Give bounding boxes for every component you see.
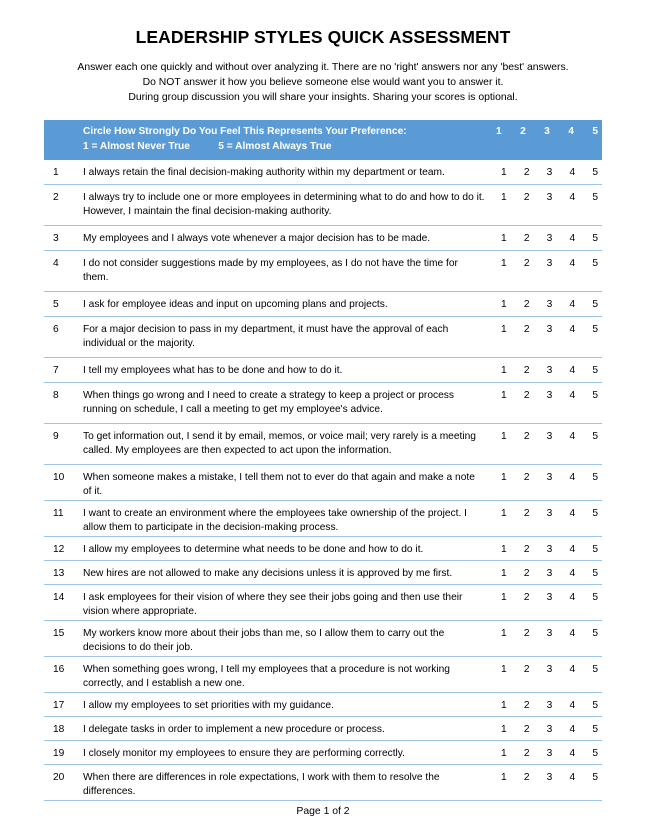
rating-option-5[interactable]: 5: [592, 299, 598, 310]
rating-option-4[interactable]: 4: [569, 700, 576, 711]
rating-option-4[interactable]: 4: [569, 258, 576, 269]
rating-scale: [501, 663, 598, 677]
rating-option-5[interactable]: 5: [592, 628, 598, 639]
rating-option-5[interactable]: 5: [592, 324, 598, 335]
rating-option-3[interactable]: 3: [546, 568, 553, 579]
rating-option-1[interactable]: 1: [501, 233, 507, 244]
rating-option-4[interactable]: 4: [569, 365, 576, 376]
rating-option-2[interactable]: 2: [523, 544, 530, 555]
rating-option-2[interactable]: 2: [523, 628, 530, 639]
rating-option-4[interactable]: 4: [569, 508, 576, 519]
rating-option-1[interactable]: 1: [501, 390, 507, 401]
table-row: [44, 501, 602, 537]
rating-option-1[interactable]: 1: [501, 664, 507, 675]
rating-option-2[interactable]: 2: [523, 167, 530, 178]
rating-option-2[interactable]: 2: [523, 592, 530, 603]
item-number: 7: [53, 365, 59, 376]
rating-option-2[interactable]: 2: [523, 233, 530, 244]
rating-scale: [501, 389, 598, 403]
rating-option-2[interactable]: 2: [523, 772, 530, 783]
instruction-line: Answer each one quickly and without over analyzing it. There are no 'right' answers nor any 'best' answers.: [77, 62, 569, 73]
rating-option-1[interactable]: 1: [501, 472, 507, 483]
rating-option-5[interactable]: 5: [592, 233, 598, 244]
header-scale-legend: 1 = Almost Never True 5 = Almost Always True: [83, 141, 332, 152]
item-number: 6: [53, 324, 59, 335]
rating-option-1[interactable]: 1: [501, 324, 507, 335]
table-row: [44, 317, 602, 358]
rating-scale: [501, 507, 598, 521]
table-row: [44, 537, 602, 561]
rating-scale: [501, 257, 598, 271]
rating-option-4[interactable]: 4: [569, 748, 576, 759]
item-number: 9: [53, 431, 59, 442]
rating-option-1[interactable]: 1: [501, 724, 507, 735]
header-scale-value: 1: [496, 126, 502, 137]
item-statement: New hires are not allowed to make any decisions unless it is approved by me first.: [83, 568, 453, 579]
item-statement: When things go wrong and I need to create a strategy to keep a project or process running on schedule, I call a meeting to get my employee's advice.: [83, 390, 454, 415]
rating-scale: [501, 323, 598, 337]
rating-scale: [501, 723, 598, 737]
rating-option-1[interactable]: 1: [501, 508, 507, 519]
instruction-line: Do NOT answer it how you believe someone else would want you to answer it.: [142, 76, 504, 88]
rating-option-1[interactable]: 1: [501, 431, 507, 442]
rating-option-3[interactable]: 3: [546, 772, 553, 783]
header-instruction: Circle How Strongly Do You Feel This Represents Your Preference:: [83, 126, 407, 137]
rating-option-3[interactable]: 3: [546, 365, 553, 376]
rating-option-4[interactable]: 4: [569, 390, 576, 401]
rating-option-2[interactable]: 2: [523, 724, 530, 735]
table-row: [44, 424, 602, 465]
item-statement: I closely monitor my employees to ensure they are performing correctly.: [83, 748, 405, 759]
item-statement: My employees and I always vote whenever a major decision has to be made.: [83, 233, 431, 244]
rating-option-5[interactable]: 5: [592, 167, 598, 178]
rating-option-4[interactable]: 4: [569, 568, 576, 579]
item-number: 11: [53, 508, 64, 519]
rating-option-5[interactable]: 5: [592, 390, 598, 401]
rating-option-1[interactable]: 1: [501, 544, 507, 555]
rating-option-4[interactable]: 4: [569, 628, 576, 639]
rating-option-5[interactable]: 5: [592, 724, 598, 735]
item-statement: I always try to include one or more employees in determining what to do and how to do it. However, I maintain the final decision-making authority.: [83, 192, 485, 217]
table-row: [44, 621, 602, 657]
rating-option-3[interactable]: 3: [546, 233, 553, 244]
item-statement: I allow my employees to set priorities with my guidance.: [83, 700, 334, 711]
rating-option-4[interactable]: 4: [569, 664, 576, 675]
item-number: 18: [53, 724, 65, 735]
item-number: 19: [53, 748, 65, 759]
rating-scale: [501, 191, 598, 205]
table-row: [44, 693, 602, 717]
rating-option-1[interactable]: 1: [501, 299, 507, 310]
page-title: LEADERSHIP STYLES QUICK ASSESSMENT: [135, 27, 511, 47]
table-row: [44, 585, 602, 621]
rating-option-1[interactable]: 1: [501, 192, 507, 203]
rating-option-5[interactable]: 5: [592, 431, 598, 442]
item-statement: My workers know more about their jobs than me, so I allow them to carry out the decisions to do their job.: [83, 628, 445, 653]
item-statement: To get information out, I send it by email, memos, or voice mail; very rarely is a meeting called. My employees are then expected to act upon the information.: [83, 431, 476, 456]
rating-scale: [501, 364, 598, 378]
rating-option-2[interactable]: 2: [523, 299, 530, 310]
rating-option-2[interactable]: 2: [523, 365, 530, 376]
rating-scale: [501, 747, 598, 761]
table-row: [44, 717, 602, 741]
header-scale-value: 4: [568, 126, 574, 137]
item-statement: For a major decision to pass in my department, it must have the approval of each individual or the majority.: [83, 324, 449, 349]
assessment-table: [44, 120, 602, 801]
rating-option-1[interactable]: 1: [501, 167, 507, 178]
rating-option-3[interactable]: 3: [546, 324, 553, 335]
rating-option-2[interactable]: 2: [523, 664, 530, 675]
item-statement: I want to create an environment where the employees take ownership of the project. I allow them to participate in the decision-making process.: [83, 508, 467, 533]
item-number: 13: [53, 568, 65, 579]
header-scale-value: 2: [520, 126, 526, 137]
item-statement: I tell my employees what has to be done and how to do it.: [83, 365, 343, 376]
item-number: 8: [53, 390, 59, 401]
rating-option-3[interactable]: 3: [546, 508, 553, 519]
rating-option-5[interactable]: 5: [592, 192, 598, 203]
table-row: [44, 561, 602, 585]
rating-option-2[interactable]: 2: [523, 324, 530, 335]
rating-option-3[interactable]: 3: [546, 258, 553, 269]
item-number: 4: [53, 258, 59, 269]
item-statement: When there are differences in role expectations, I work with them to resolve the differences.: [83, 772, 440, 797]
item-number: 5: [53, 299, 59, 310]
rating-option-5[interactable]: 5: [592, 568, 598, 579]
item-number: 10: [53, 472, 65, 483]
rating-option-2[interactable]: 2: [523, 748, 530, 759]
rating-option-4[interactable]: 4: [569, 772, 576, 783]
rating-option-1[interactable]: 1: [501, 568, 507, 579]
rating-option-4[interactable]: 4: [569, 233, 576, 244]
item-statement: When someone makes a mistake, I tell them not to ever do that again and make a note of it.: [83, 472, 475, 497]
rating-option-3[interactable]: 3: [546, 628, 553, 639]
rating-option-5[interactable]: 5: [592, 508, 598, 519]
table-row: [44, 292, 602, 317]
item-statement: I do not consider suggestions made by my employees, as I do not have the time for them.: [83, 258, 458, 283]
table-row: [44, 226, 602, 251]
rating-option-5[interactable]: 5: [592, 258, 598, 269]
rating-option-2[interactable]: 2: [523, 192, 530, 203]
rating-scale: [501, 591, 598, 605]
header-scale-value: 5: [592, 126, 598, 137]
instruction-line: During group discussion you will share your insights. Sharing your scores is optional.: [128, 91, 518, 103]
rating-scale: [501, 471, 598, 485]
rating-scale: [501, 166, 598, 180]
rating-scale: [501, 627, 598, 641]
table-row: [44, 185, 602, 226]
rating-option-1[interactable]: 1: [501, 748, 507, 759]
rating-option-3[interactable]: 3: [546, 700, 553, 711]
item-statement: I allow my employees to determine what needs to be done and how to do it.: [83, 544, 424, 555]
item-number: 1: [53, 167, 59, 178]
rating-option-1[interactable]: 1: [501, 772, 507, 783]
table-row: [44, 657, 602, 693]
rating-option-3[interactable]: 3: [546, 592, 553, 603]
header-scale: [496, 126, 598, 137]
rating-option-2[interactable]: 2: [523, 472, 530, 483]
header-scale-value: 3: [544, 126, 550, 137]
item-number: 3: [53, 233, 59, 244]
rating-scale: [501, 699, 598, 713]
table-row: [44, 383, 602, 424]
rating-option-3[interactable]: 3: [546, 390, 553, 401]
table-row: [44, 251, 602, 292]
rating-option-2[interactable]: 2: [523, 390, 530, 401]
rating-option-2[interactable]: 2: [523, 568, 530, 579]
table-row: [44, 358, 602, 383]
rating-scale: [501, 298, 598, 312]
rating-option-4[interactable]: 4: [569, 192, 576, 203]
item-number: 12: [53, 544, 65, 555]
rating-option-1[interactable]: 1: [501, 628, 507, 639]
rating-option-4[interactable]: 4: [569, 299, 576, 310]
rating-option-4[interactable]: 4: [569, 324, 576, 335]
rating-option-5[interactable]: 5: [592, 748, 598, 759]
item-number: 17: [53, 700, 65, 711]
rating-option-3[interactable]: 3: [546, 748, 553, 759]
rating-option-2[interactable]: 2: [523, 258, 530, 269]
rating-option-4[interactable]: 4: [569, 167, 576, 178]
item-number: 20: [53, 772, 65, 783]
rating-option-5[interactable]: 5: [592, 472, 598, 483]
table-body: [44, 160, 602, 801]
rating-option-4[interactable]: 4: [569, 544, 576, 555]
rating-option-3[interactable]: 3: [546, 724, 553, 735]
item-statement: When something goes wrong, I tell my employees that a procedure is not working correctly, and I establish a new one.: [83, 664, 450, 689]
page-number: Page 1 of 2: [296, 806, 350, 817]
table-row: [44, 160, 602, 185]
rating-option-1[interactable]: 1: [501, 700, 507, 711]
rating-option-4[interactable]: 4: [569, 724, 576, 735]
item-number: 16: [53, 664, 65, 675]
rating-option-3[interactable]: 3: [546, 664, 553, 675]
rating-option-3[interactable]: 3: [546, 167, 553, 178]
table-header: [44, 120, 602, 160]
rating-scale: [501, 567, 598, 581]
item-statement: I ask for employee ideas and input on upcoming plans and projects.: [83, 299, 388, 310]
rating-option-4[interactable]: 4: [569, 431, 576, 442]
rating-option-5[interactable]: 5: [592, 772, 598, 783]
rating-option-3[interactable]: 3: [546, 431, 553, 442]
rating-scale: [501, 543, 598, 557]
rating-option-2[interactable]: 2: [523, 700, 530, 711]
rating-option-3[interactable]: 3: [546, 299, 553, 310]
item-statement: I ask employees for their vision of where they see their jobs going and then use their vision where appropriate.: [83, 592, 463, 617]
rating-option-5[interactable]: 5: [592, 664, 598, 675]
rating-option-3[interactable]: 3: [546, 544, 553, 555]
rating-option-1[interactable]: 1: [501, 365, 507, 376]
rating-option-1[interactable]: 1: [501, 592, 507, 603]
rating-option-4[interactable]: 4: [569, 472, 576, 483]
rating-option-1[interactable]: 1: [501, 258, 507, 269]
rating-option-5[interactable]: 5: [592, 365, 598, 376]
rating-option-2[interactable]: 2: [523, 508, 530, 519]
rating-scale: [501, 232, 598, 246]
rating-option-3[interactable]: 3: [546, 192, 553, 203]
rating-option-2[interactable]: 2: [523, 431, 530, 442]
item-statement: I delegate tasks in order to implement a new procedure or process.: [83, 724, 385, 735]
rating-option-3[interactable]: 3: [546, 472, 553, 483]
item-statement: I always retain the final decision-making authority within my department or team.: [83, 167, 445, 178]
item-number: 14: [53, 592, 65, 603]
instructions: [0, 61, 646, 105]
rating-option-5[interactable]: 5: [592, 544, 598, 555]
table-row: [44, 465, 602, 501]
item-number: 15: [53, 628, 65, 639]
table-row: [44, 741, 602, 765]
rating-option-4[interactable]: 4: [569, 592, 576, 603]
rating-scale: [501, 771, 598, 785]
table-row: [44, 765, 602, 801]
rating-option-5[interactable]: 5: [592, 592, 598, 603]
rating-scale: [501, 430, 598, 444]
item-number: 2: [53, 192, 59, 203]
rating-option-5[interactable]: 5: [592, 700, 598, 711]
